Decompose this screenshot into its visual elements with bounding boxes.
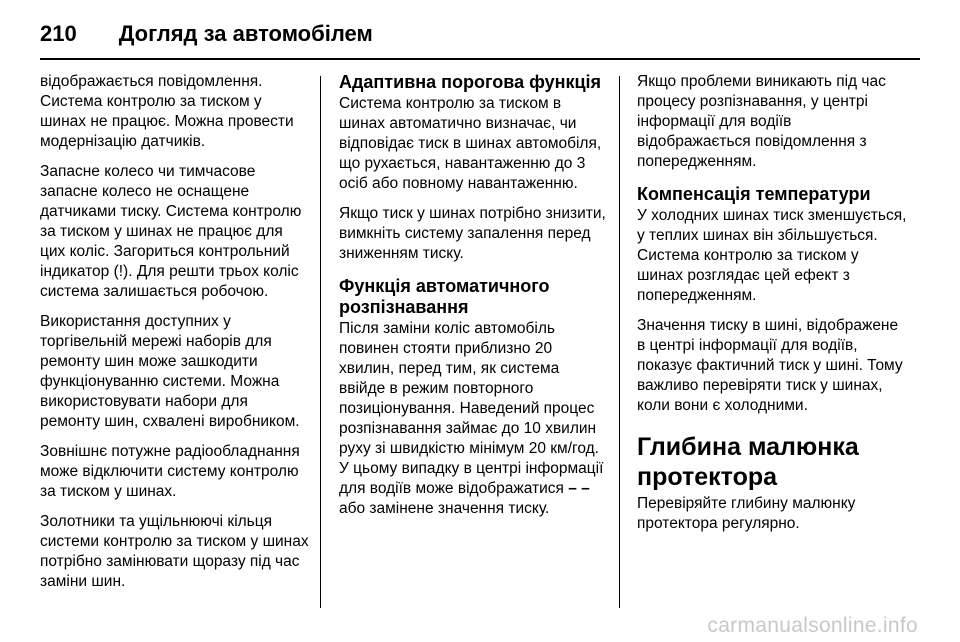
section-heading: Функція автоматичного розпізнавання <box>339 276 550 317</box>
paragraph: Зовнішнє потужне радіообладнання може відключити систему контролю за тиском у шинах. <box>40 443 300 500</box>
paragraph-text: . Для решти трьох коліс система залишається робочою. <box>40 263 299 300</box>
paragraph: Перевіряйте глибину малюнку протектора регулярно. <box>637 495 856 532</box>
paragraph <box>339 319 609 519</box>
paragraph: Золотники та ущільнюючі кільця системи контролю за тиском у шинах потрібно замінювати щоразу під час заміни шин. <box>40 513 309 590</box>
paragraph: Значення тиску в шині, відображене в центрі інформації для водіїв, показує фактичний тиск у шині. Тому важливо перевіряти тиск у шинах, коли вони є холодними. <box>637 317 903 414</box>
column-2 <box>339 72 609 529</box>
paragraph: Якщо тиск у шинах потрібно знизити, вимкніть систему запалення перед зниженням тиску. <box>339 205 606 262</box>
page-header <box>40 14 920 54</box>
paragraph-text: Запасне колесо чи тимчасове запасне колесо не оснащене датчиками тиску. Система контролю за тиском у шинах не працює для цих коліс. Загориться контрольний індикатор <box>40 163 302 280</box>
column-1 <box>40 72 310 602</box>
page-number: 210 <box>40 21 77 46</box>
paragraph-text: або замінене значення тиску. <box>339 500 550 517</box>
paragraph: Якщо проблеми виникають під час процесу розпізнавання, у центрі інформації для водіїв відображається повідомлення з попередженням. <box>637 73 886 170</box>
watermark: carmanualsonline.info <box>707 614 918 637</box>
paragraph-text: Після заміни коліс автомобіль повинен стояти приблизно 20 хвилин, перед тим, як система ввійде в режим повторного позиціонування. Наведений процес розпізнавання займає до 10 хвилин руху зі швидкістю мінімум 20 км/год. У цьому випадку в центрі інформації для водіїв може відображатися <box>339 320 604 497</box>
paragraph <box>40 162 310 302</box>
dash-display-symbol: – – <box>568 480 590 497</box>
paragraph: У холодних шинах тиск зменшується, у теплих шинах він збільшується. Система контролю за тиском у шинах розглядає цей ефект з попередженням. <box>637 207 907 304</box>
paragraph: Система контролю за тиском в шинах автоматично визначає, чи відповідає тиск в шинах автомобіля, що рухається, навантаженню до 3 осіб або повному навантаженню. <box>339 95 602 192</box>
tire-pressure-warning-icon: (!) <box>113 263 129 280</box>
column-divider-2 <box>619 76 620 608</box>
column-3 <box>637 72 907 544</box>
column-divider-1 <box>320 76 321 608</box>
header-rule <box>40 58 920 60</box>
paragraph: Використання доступних у торгівельній мережі наборів для ремонту шин може зашкодити функціонуванню системи. Можна використовувати набори для ремонту шин, схвалені виробником. <box>40 313 300 430</box>
main-heading: Глибина малюнка протектора <box>637 433 859 491</box>
page-title: Догляд за автомобілем <box>118 21 373 46</box>
section-heading: Адаптивна порогова функція <box>339 72 602 92</box>
section-heading: Компенсація температури <box>637 184 871 204</box>
paragraph: відображається повідомлення. Система контролю за тиском у шинах не працює. Можна провести модернізацію датчиків. <box>40 73 294 150</box>
